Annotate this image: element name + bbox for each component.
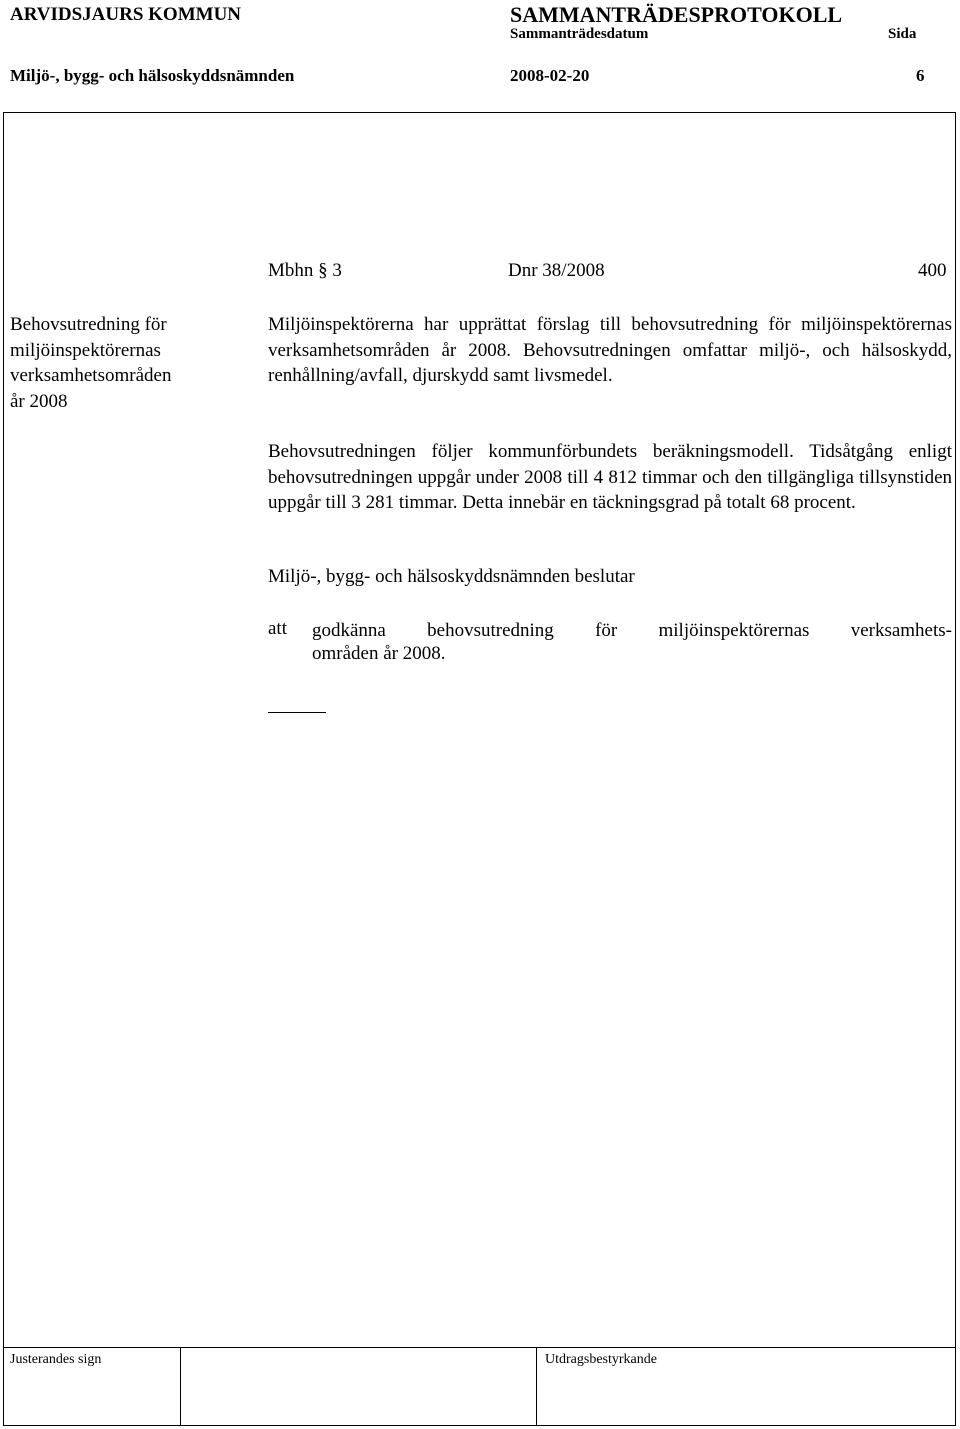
- subject-line: miljöinspektörernas: [10, 339, 161, 361]
- decision-text-continued: områden år 2008.: [312, 643, 446, 664]
- case-code: 400: [918, 260, 947, 281]
- page-number: 6: [916, 66, 925, 85]
- signature-split-2: [536, 1347, 537, 1426]
- subject-line: Behovsutredning för: [10, 314, 167, 335]
- meeting-date-label: Sammanträdesdatum: [510, 26, 649, 42]
- body-paragraph: Miljöinspektörerna har upprättat förslag till behovsutredning för miljöinspektörernas verksamhetsområden år 2008. Behovsutredningen omfattar miljö-, och hälsoskydd, renhållning/avfall, djurskydd samt livsmedel.: [268, 314, 952, 386]
- justering-label: Justerandes sign: [10, 1352, 102, 1367]
- meeting-date: 2008-02-20: [510, 66, 590, 85]
- att-label: att: [268, 618, 287, 639]
- case-diary-number: Dnr 38/2008: [508, 260, 605, 281]
- body-paragraph: Behovsutredningen följer kommunförbundets beräkningsmodell. Tidsåtgång enligt behovsutredningen uppgår under 2008 till 4 812 timmar och den tillgängliga tillsynstiden uppgår till 3 281 timmar. Detta innebär en täckningsgrad på totalt 68 procent.: [268, 441, 952, 513]
- organization-name: ARVIDSJAURS KOMMUN: [10, 4, 242, 25]
- case-subject: [10, 312, 210, 414]
- subject-line: år 2008: [10, 390, 68, 412]
- subject-line: verksamhetsområden: [10, 365, 172, 386]
- utdrag-label: Utdragsbestyrkande: [545, 1352, 657, 1367]
- document-type: SAMMANTRÄDESPROTOKOLL: [510, 2, 843, 27]
- page-label: Sida: [888, 26, 917, 42]
- decision-text: godkänna behovsutredning för miljöinspektörernas verksamhets-: [312, 620, 952, 641]
- signature-split: [180, 1347, 181, 1426]
- signature-divider: [3, 1347, 956, 1348]
- protocol-frame: [3, 112, 956, 1426]
- board-name: Miljö-, bygg- och hälsoskyddsnämnden: [10, 66, 295, 85]
- end-mark: [268, 712, 326, 713]
- decision-heading: Miljö-, bygg- och hälsoskyddsnämnden beslutar: [268, 566, 635, 587]
- case-section: Mbhn § 3: [268, 260, 342, 281]
